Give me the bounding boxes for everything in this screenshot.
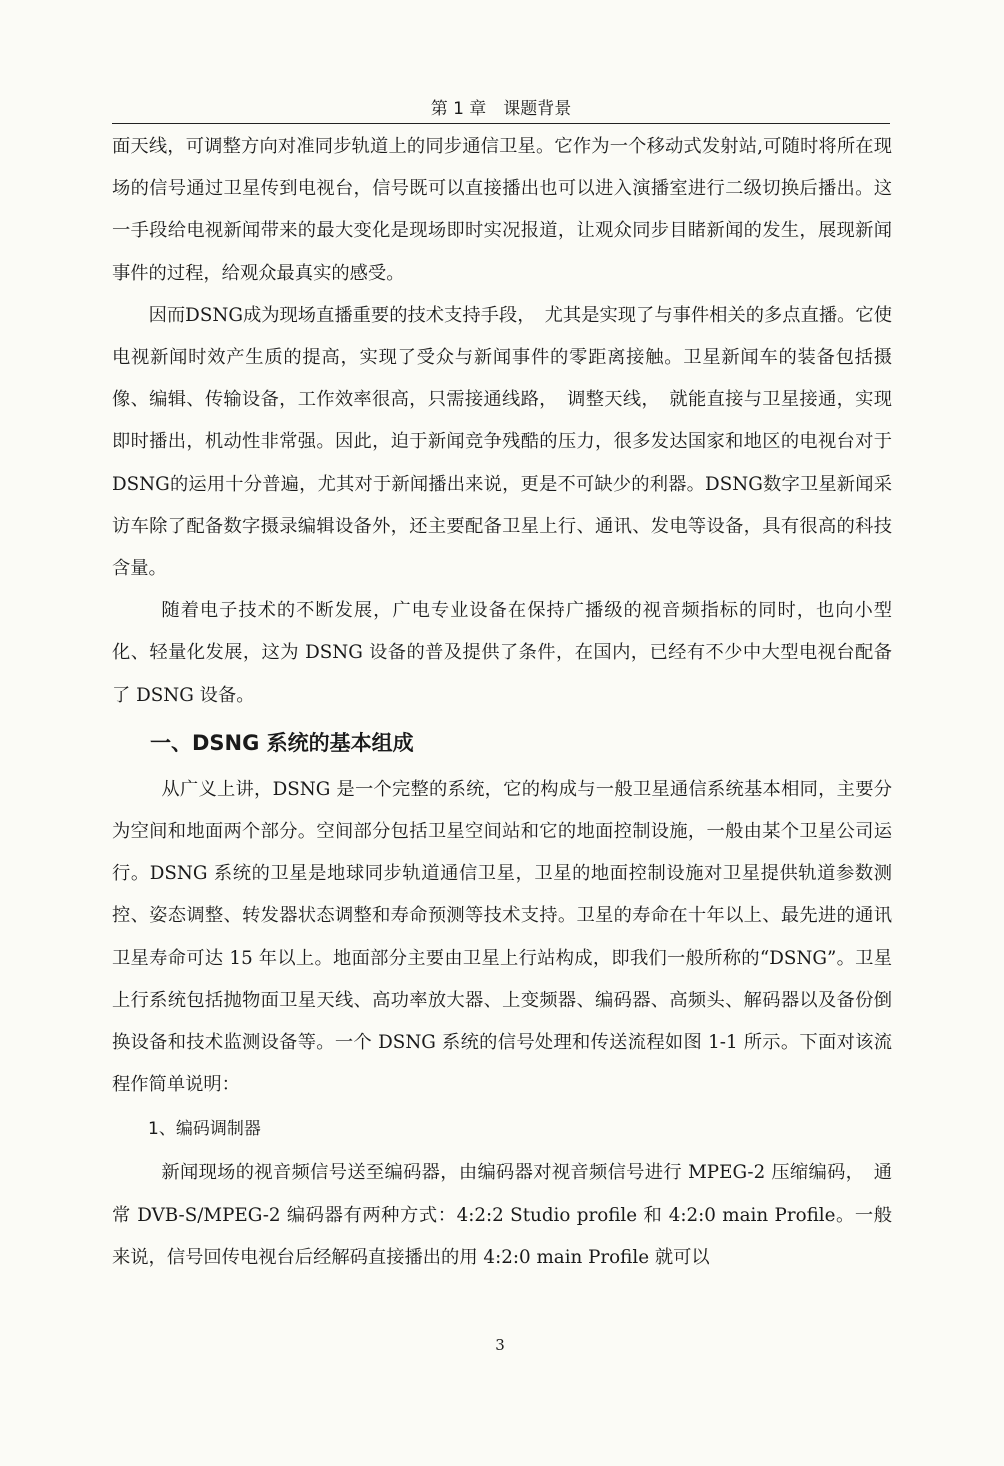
chapter-title: 第 1 章 课题背景 [430,99,572,119]
section-heading: 一、DSNG 系统的基本组成 [150,730,414,755]
paragraph-miniaturization: 随着电子技术的不断发展，广电专业设备在保持广播级的视音频指标的同时，也向小型化、轻量化发展，这为 DSNG 设备的普及提供了条件，在国内，已经有不少中大型电视台配备了 DSNG 设备。 [112,600,892,706]
page-number: 3 [495,1336,505,1354]
paragraph-continued: 面天线，可调整方向对准同步轨道上的同步通信卫星。它作为一个移动式发射站,可随时将所在现场的信号通过卫星传到电视台，信号既可以直接播出也可以进入演播室进行二级切换后播出。这一手段给电视新闻带来的最大变化是现场即时实况报道，让观众同步目睹新闻的发生，展现新闻事件的过程，给观众最真实的感受。 [112,136,892,284]
paragraph-system-composition: 从广义上讲，DSNG 是一个完整的系统，它的构成与一般卫星通信系统基本相同，主要分为空间和地面两个部分。空间部分包括卫星空间站和它的地面控制设施，一般由某个卫星公司运行。DSNG 系统的卫星是地球同步轨道通信卫星，卫星的地面控制设施对卫星提供轨道参数测控、姿态调整、转发器状态调整和寿命预测等技术支持。卫星的寿命在十年以上、最先进的通讯卫星寿命可达 15 年以上。地面部分主要由卫星上行站构成，即我们一般所称的“DSNG”。卫星上行系统包括抛物面卫星天线、高功率放大器、上变频器、编码器、高频头、解码器以及备份倒换设备和技术监测设备等。一个 DSNG 系统的信号处理和传送流程如图 1-1 所示。下面对该流程作简单说明： [112,778,892,1096]
page-header [112,94,890,124]
paragraph-dsng-live: 因而DSNG成为现场直播重要的技术支持手段， 尤其是实现了与事件相关的多点直播。它使电视新闻时效产生质的提高，实现了受众与新闻事件的零距离接触。卫星新闻车的装备包括摄像、编辑、传输设备，工作效率很高，只需接通线路， 调整天线， 就能直接与卫星接通，实现即时播出，机动性非常强。因此，迫于新闻竞争残酷的压力，很多发达国家和地区的电视台对于DSNG的运用十分普遍，尤其对于新闻播出来说，更是不可缺少的利器。DSNG数字卫星新闻采访车除了配备数字摄录编辑设备外，还主要配备卫星上行、通讯、发电等设备，具有很高的科技含量。 [112,304,892,580]
subsection-heading: 1、编码调制器 [148,1119,261,1140]
page-body [112,126,892,1279]
paragraph-encoder: 新闻现场的视音频信号送至编码器，由编码器对视音频信号进行 MPEG-2 压缩编码， 通常 DVB-S/MPEG-2 编码器有两种方式：4:2:2 Studio profile 和 4:2:0 main Profile。一般来说，信号回传电视台后经解码直接播出的用 4:2:0 main Profile 就可以 [112,1162,892,1268]
